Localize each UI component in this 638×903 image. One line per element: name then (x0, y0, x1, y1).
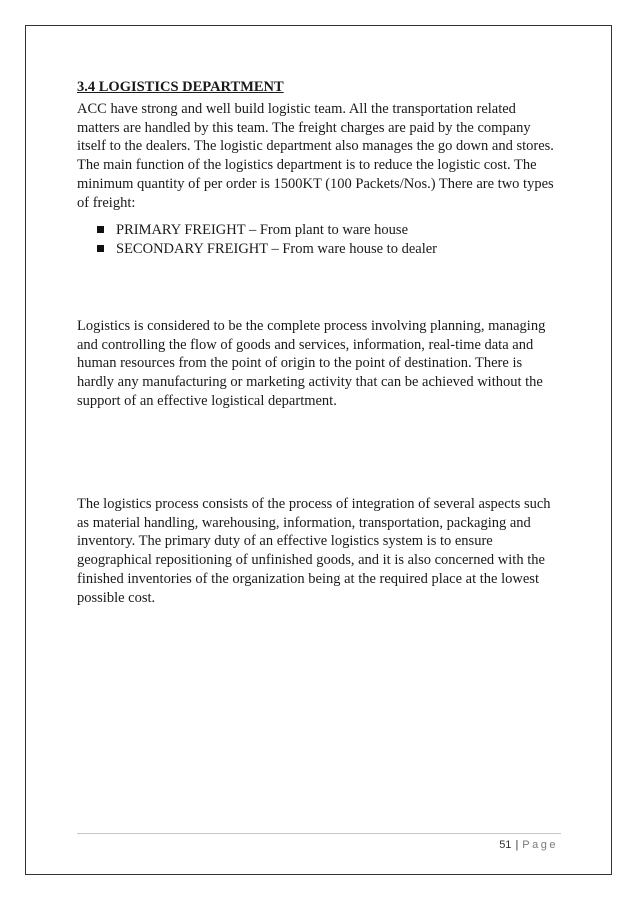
paragraph-line: Logistics is considered to be the complete process involving planning, managing (77, 318, 546, 334)
page-number: 51 (499, 839, 512, 851)
list-item (97, 240, 437, 259)
paragraph-line: inventory. The primary duty of an effective logistics system is to ensure (77, 533, 493, 550)
paragraph-line: as material handling, warehousing, information, transportation, packaging and (77, 514, 531, 531)
freight-type-primary: PRIMARY FREIGHT – From plant to ware house (116, 222, 409, 238)
logistics-definition-paragraph (77, 317, 569, 411)
intro-line: ACC have strong and well build logistic team. All the transportation related (77, 101, 516, 117)
intro-line: itself to the dealers. The logistic department also manages the go down and stores. (77, 138, 554, 155)
footer-separator: | (515, 839, 519, 851)
paragraph-line: human resources from the point of origin to the point of destination. There is (77, 355, 523, 372)
paragraph-line: geographical repositioning of unfinished goods, and it is also concerned with the (77, 552, 545, 569)
intro-paragraph (77, 100, 569, 212)
intro-line: minimum quantity of per order is 1500KT (100 Packets/Nos.) There are two types (77, 175, 554, 192)
square-bullet-icon (97, 245, 104, 252)
footer-divider (77, 833, 561, 834)
paragraph-line: The logistics process consists of the process of integration of several aspects such (77, 496, 551, 512)
paragraph-line: support of an effective logistical department. (77, 392, 337, 409)
freight-types-list (97, 221, 437, 258)
intro-line: The main function of the logistics department is to reduce the logistic cost. The (77, 157, 537, 174)
intro-line: matters are handled by this team. The freight charges are paid by the company (77, 119, 531, 136)
logistics-process-paragraph (77, 495, 569, 607)
section-heading: 3.4 LOGISTICS DEPARTMENT (77, 79, 284, 95)
paragraph-line: finished inventories of the organization being at the required place at the lowest (77, 570, 539, 587)
page-label: Page (522, 839, 558, 851)
paragraph-line: possible cost. (77, 589, 156, 606)
square-bullet-icon (97, 226, 104, 233)
intro-line: of freight: (77, 194, 136, 211)
list-item (97, 221, 437, 240)
paragraph-line: and controlling the flow of goods and services, information, real-time data and (77, 336, 534, 353)
paragraph-line: hardly any manufacturing or marketing activity that can be achieved without the (77, 374, 543, 391)
page-footer (499, 839, 558, 851)
freight-type-secondary: SECONDARY FREIGHT – From ware house to dealer (116, 240, 437, 257)
